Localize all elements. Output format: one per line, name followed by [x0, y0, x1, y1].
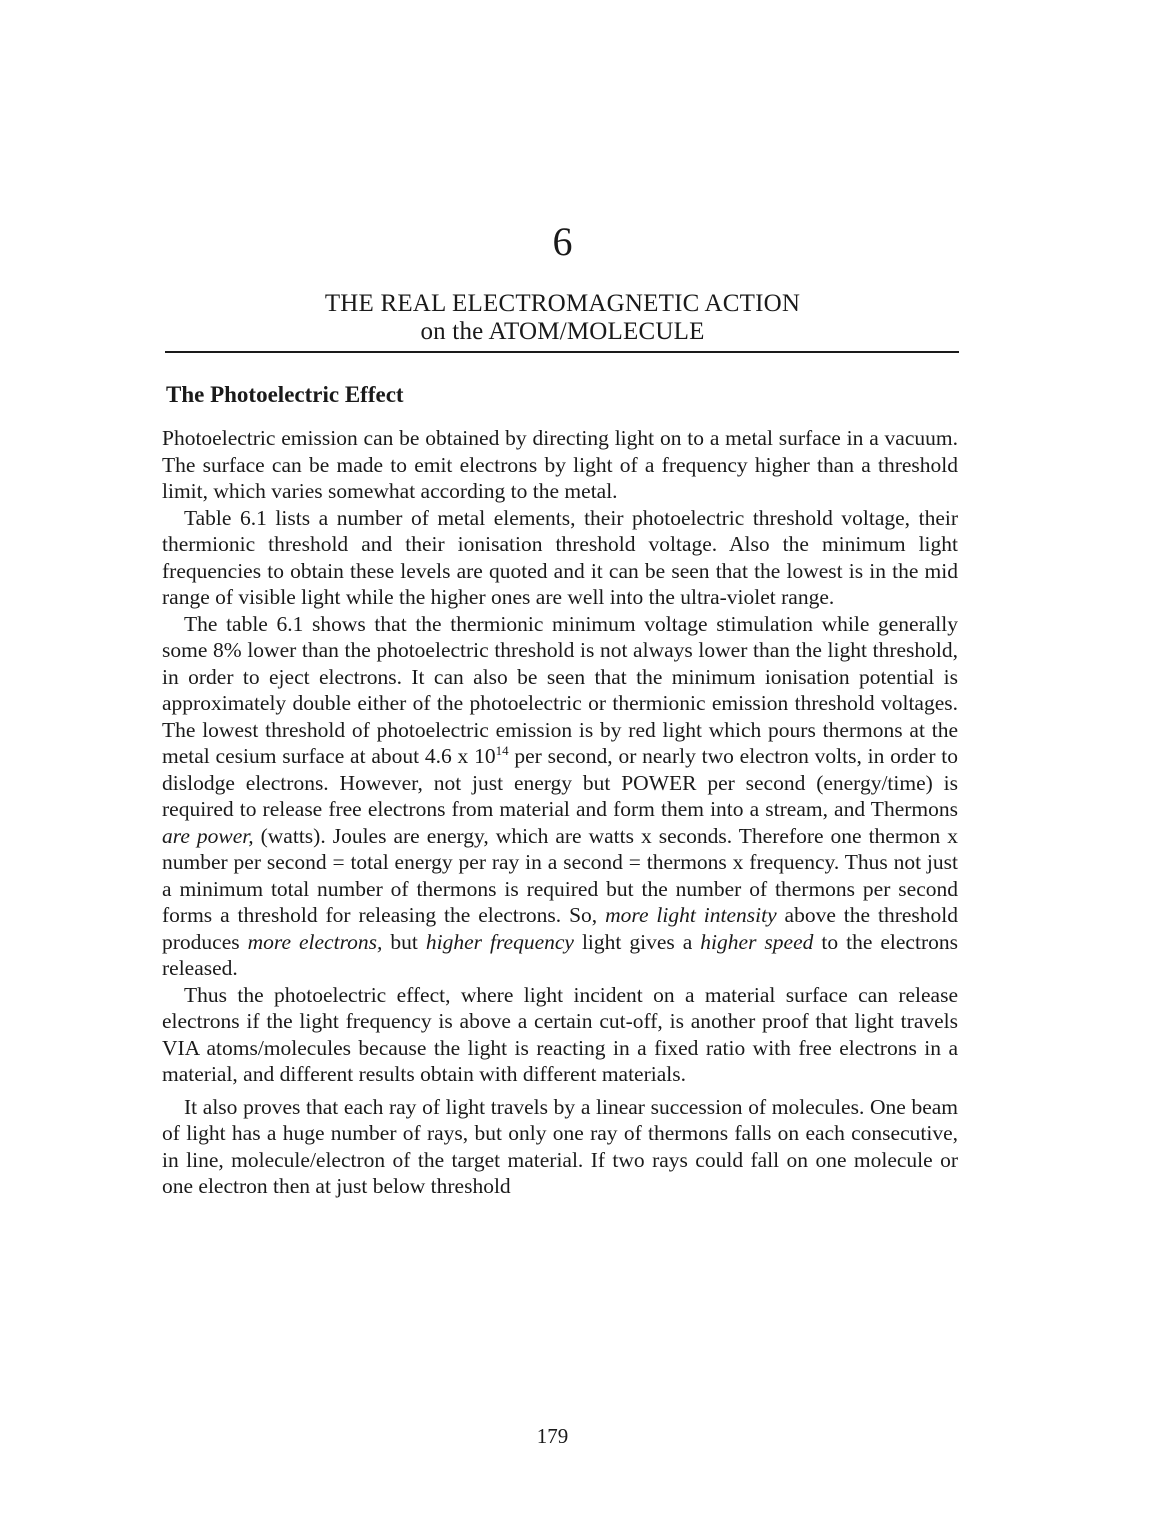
italic-phrase: more electrons,	[247, 929, 383, 954]
italic-phrase: are power,	[162, 823, 254, 848]
paragraph-3-part-b: per second, or nearly two electron volts, in order to dislodge electrons. However, not just energy but POWER per second (energy/time) is required to release free electrons from material and form them into a stream, and Thermons	[162, 744, 958, 821]
chapter-number: 6	[552, 219, 573, 264]
section-heading: The Photoelectric Effect	[166, 382, 404, 407]
paragraph-2: Table 6.1 lists a number of metal elements, their photoelectric threshold voltage, their thermionic threshold and their ionisation threshold voltage. Also the minimum light frequencies to obtain these levels are quoted and it can be seen that the lowest is in the mid range of visible light while the higher ones are well into the ultra-violet range.	[162, 505, 958, 609]
paragraph-3	[162, 611, 958, 982]
chapter-title-line-2: on the ATOM/MOLECULE	[420, 318, 705, 345]
chapter-title-line-1: THE REAL ELECTROMAGNETIC ACTION	[324, 290, 801, 317]
title-divider	[165, 351, 959, 353]
paragraph-1: Photoelectric emission can be obtained by directing light on to a metal surface in a vacuum. The surface can be made to emit electrons by light of a frequency higher than a threshold limit, which varies somewhat according to the metal.	[162, 426, 958, 503]
exponent: 14	[495, 742, 509, 758]
paragraph-3-part-f: light gives a	[573, 929, 701, 954]
paragraph-3-part-g: to the electrons released.	[162, 929, 958, 980]
paragraph-3-part-e: but	[382, 929, 426, 954]
paragraph-3-part-a: The table 6.1 shows that the thermionic minimum voltage stimulation while generally some 8% lower than the photoelectric threshold is not always lower than the light threshold, in order to eject electrons. It can also be seen that the minimum ionisation potential is approximately double either of the photoelectric or thermionic emission threshold voltages. The lowest threshold of photoelectric emission is by red light which pours thermons at the metal cesium surface at about 4.6 x 10	[162, 611, 958, 768]
paragraph-3-part-d: above the threshold produces	[162, 903, 959, 954]
chapter-title	[0, 290, 1125, 346]
body-text	[162, 425, 958, 1200]
italic-phrase: higher frequency	[425, 929, 574, 954]
italic-phrase: higher speed	[700, 929, 814, 954]
page-number: 179	[536, 1424, 569, 1448]
paragraph-4: Thus the photoelectric effect, where light incident on a material surface can release electrons if the light frequency is above a certain cut-off, is another proof that light travels VIA atoms/molecules because the light is reacting in a fixed ratio with free electrons in a material, and different results obtain with different materials.	[162, 982, 958, 1086]
paragraph-3-part-c: (watts). Joules are energy, which are watts x seconds. Therefore one thermon x number per second = total energy per ray in a second = thermons x frequency. Thus not just a minimum total number of thermons is required but the number of thermons per second forms a threshold for releasing the electrons. So,	[162, 823, 958, 927]
italic-phrase: more light intensity	[605, 903, 777, 927]
paragraph-5: It also proves that each ray of light travels by a linear succession of molecules. One beam of light has a huge number of rays, but only one ray of thermons falls on each consecutive, in line, molecule/electron of the target material. If two rays could fall on one molecule or one electron then at just below threshold	[162, 1094, 958, 1198]
